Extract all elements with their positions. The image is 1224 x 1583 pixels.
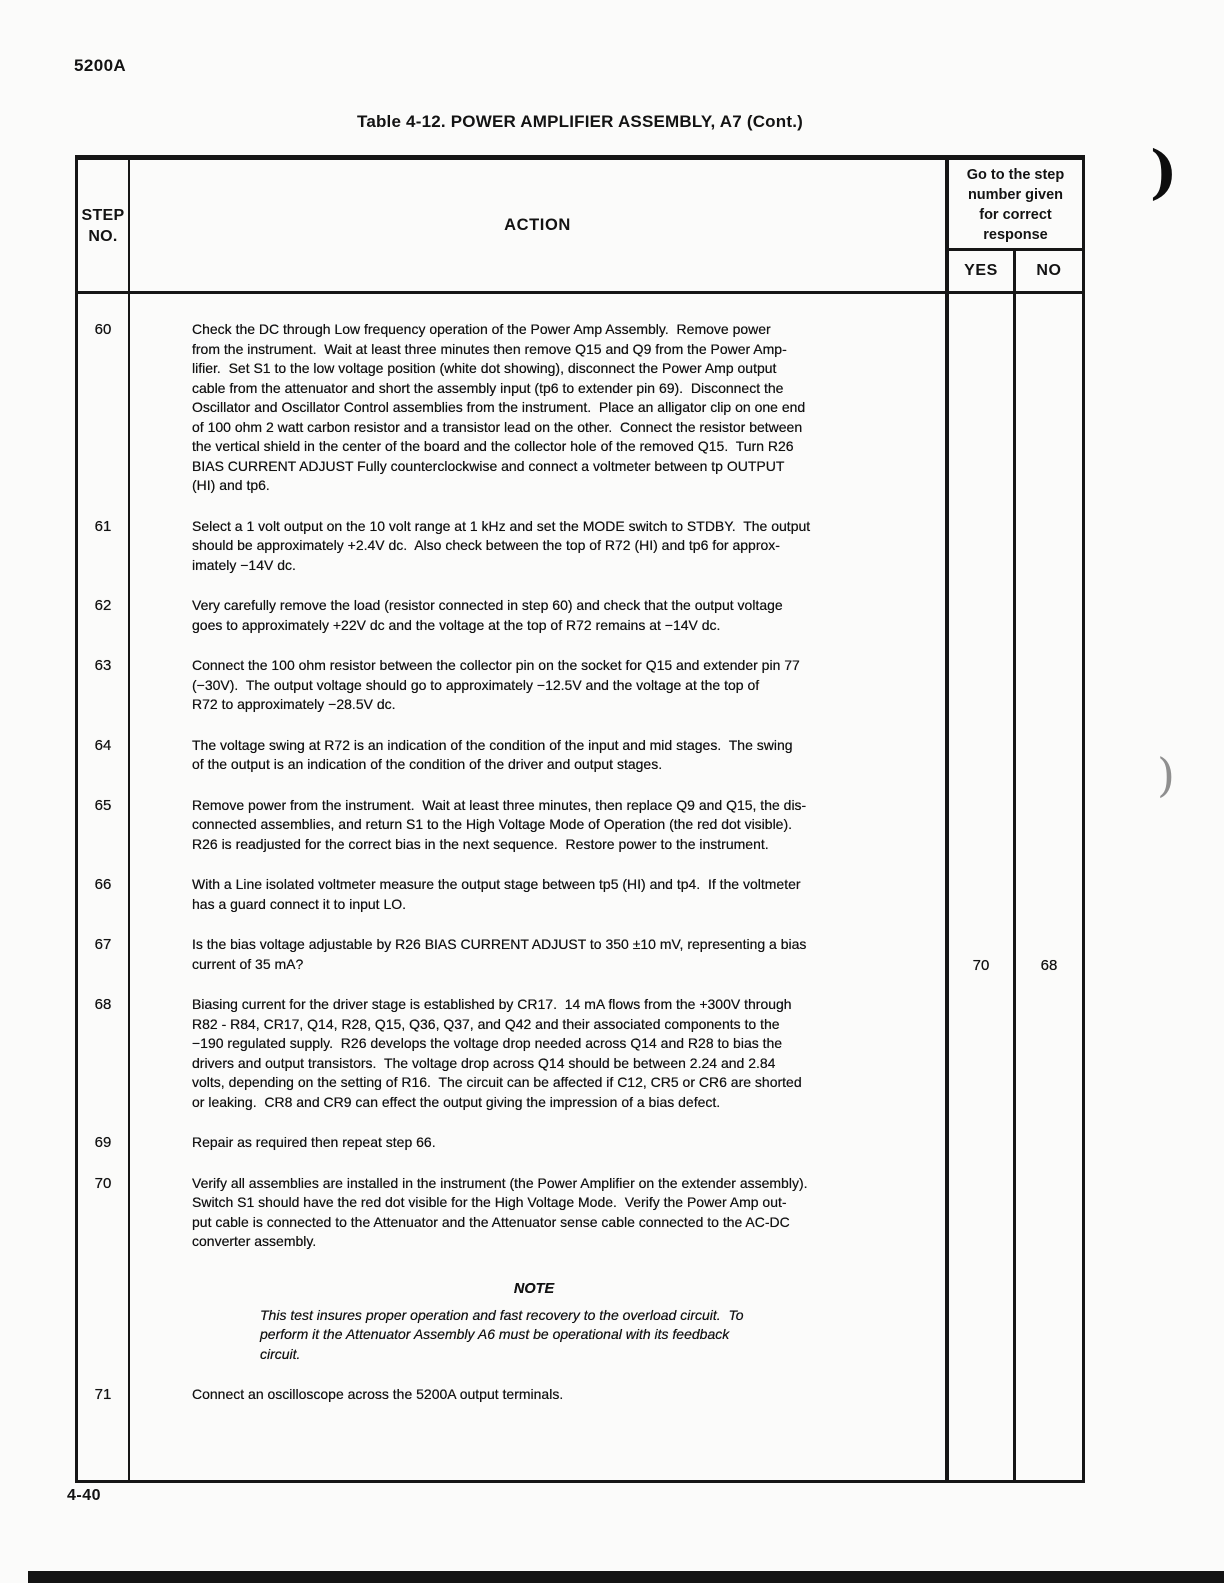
step-row <box>78 320 1082 496</box>
table-body-rows <box>78 294 1082 1405</box>
action-text-line: Verify all assemblies are installed in the instrument (the Power Amplifier on the extender assembly). <box>192 1174 808 1191</box>
step-row <box>78 796 1082 855</box>
action-text-line: current of 35 mA? <box>192 955 304 972</box>
action-text-line: Connect an oscilloscope across the 5200A output terminals. <box>192 1386 564 1402</box>
step-row <box>78 596 1082 635</box>
action-text <box>192 1174 1082 1252</box>
step-row <box>78 995 1082 1112</box>
action-text <box>192 1133 1082 1153</box>
header-action: ACTION <box>504 216 571 234</box>
action-text-line: (HI) and tp6. <box>192 477 270 493</box>
note-text-line: perform it the Attenuator Assembly A6 must be operational with its feedback <box>260 1326 730 1342</box>
action-text-line: has a guard connect it to input LO. <box>192 895 407 912</box>
step-number: 69 <box>94 1134 112 1151</box>
procedure-table <box>75 155 1085 1483</box>
action-text-line: cable from the attenuator and short the assembly input (tp6 to extender pin 69). Disconnect the <box>192 379 784 396</box>
action-text-line: lifier. Set S1 to the low voltage position (white dot showing), disconnect the Power Amp output <box>192 360 777 376</box>
action-text-line: connected assemblies, and return S1 to the High Voltage Mode of Operation (the red dot visible). <box>192 816 793 832</box>
margin-mark-top: ) <box>1150 138 1178 206</box>
step-row <box>78 1385 1082 1405</box>
header-step-no <box>78 160 130 291</box>
action-text-line: (−30V). The output voltage should go to approximately −12.5V and the voltage at the top of <box>192 676 760 693</box>
header-yesno-row <box>949 251 1082 291</box>
goto-caption-line: number given <box>967 187 1064 203</box>
action-text-line: R82 - R84, CR17, Q14, R28, Q15, Q36, Q37, and Q42 and their associated components to the <box>192 1015 780 1032</box>
step-number: 61 <box>94 517 112 535</box>
action-text <box>192 656 1082 715</box>
header-step-line1: STEP <box>81 206 125 224</box>
action-text-line: R72 to approximately −28.5V dc. <box>192 696 396 712</box>
step-number: 65 <box>94 796 112 814</box>
action-text-line: Check the DC through Low frequency operation of the Power Amp Assembly. Remove power <box>192 321 771 337</box>
action-text-line: Remove power from the instrument. Wait at least three minutes, then replace Q9 and Q15, the dis- <box>192 796 807 813</box>
header-goto-caption <box>949 160 1082 251</box>
action-text <box>192 517 1082 576</box>
step-number: 68 <box>94 996 112 1013</box>
action-text-line: Is the bias voltage adjustable by R26 BIAS CURRENT ADJUST to 350 ±10 mV, representing a bias <box>192 936 807 952</box>
action-text <box>192 596 1082 635</box>
action-text-line: goes to approximately +22V dc and the voltage at the top of R72 remains at −14V dc. <box>192 616 721 633</box>
table-title: Table 4-12. POWER AMPLIFIER ASSEMBLY, A7 (Cont.) <box>357 112 803 131</box>
action-text <box>192 796 1082 855</box>
action-text-line: from the instrument. Wait at least three minutes then remove Q15 and Q9 from the Power Amp- <box>192 340 787 357</box>
step-row <box>78 1133 1082 1153</box>
page-number: 4-40 <box>67 1487 102 1504</box>
action-text-line: Very carefully remove the load (resistor connected in step 60) and check that the output voltage <box>192 597 783 613</box>
step-number: 62 <box>94 597 112 614</box>
step-row <box>78 875 1082 914</box>
action-text-line: R26 is readjusted for the correct bias in the next sequence. Restore power to the instrument. <box>192 835 769 852</box>
step-row <box>78 736 1082 775</box>
action-text-line: or leaking. CR8 and CR9 can effect the output giving the impression of a bias defect. <box>192 1093 721 1110</box>
header-yes-label: YES <box>949 251 1016 291</box>
action-text <box>192 1385 1082 1405</box>
action-text-line: Switch S1 should have the red dot visible for the High Voltage Mode. Verify the Power Amp out- <box>192 1194 787 1210</box>
step-number: 60 <box>94 321 112 338</box>
goto-yes-value: 70 <box>972 957 990 974</box>
step-number: 71 <box>94 1386 112 1403</box>
action-text <box>192 995 1082 1112</box>
goto-caption-line: response <box>983 227 1048 243</box>
table-header <box>78 160 1082 294</box>
header-goto-response <box>945 160 1082 291</box>
step-number: 63 <box>94 657 112 674</box>
action-text-line: Repair as required then repeat step 66. <box>192 1134 436 1150</box>
scan-edge-bar <box>28 1571 1224 1583</box>
goto-caption-line: for correct <box>979 207 1052 223</box>
action-text-line: Connect the 100 ohm resistor between the collector pin on the socket for Q15 and extender pin 77 <box>192 657 800 673</box>
action-text-line: Biasing current for the driver stage is established by CR17. 14 mA flows from the +300V through <box>192 996 792 1012</box>
action-text-line: put cable is connected to the Attenuator and the Attenuator sense cable connected to the AC-DC <box>192 1213 790 1230</box>
action-text-line: BIAS CURRENT ADJUST Fully counterclockwise and connect a voltmeter between tp OUTPUT <box>192 457 785 474</box>
action-text-line: should be approximately +2.4V dc. Also check between the top of R72 (HI) and tp6 for approx- <box>192 537 780 553</box>
action-text-line: The voltage swing at R72 is an indication of the condition of the input and mid stages. The swing <box>192 736 793 753</box>
action-text-line: converter assembly. <box>192 1233 317 1249</box>
action-text-line: of 100 ohm 2 watt carbon resistor and a transistor lead on the other. Connect the resistor between <box>192 418 803 435</box>
step-row <box>78 1174 1082 1252</box>
step-number: 66 <box>94 876 112 893</box>
action-text-line: Select a 1 volt output on the 10 volt range at 1 kHz and set the MODE switch to STDBY. The output <box>192 517 811 534</box>
action-text-line: the vertical shield in the center of the board and the collector hole of the removed Q15. Turn R26 <box>192 438 794 454</box>
step-row <box>78 935 1082 974</box>
step-number: 70 <box>94 1174 112 1192</box>
header-no-label: NO <box>1036 262 1062 279</box>
header-step-line2: NO. <box>88 227 118 245</box>
action-text <box>192 875 1082 914</box>
action-text <box>192 320 1082 496</box>
note-text-line: This test insures proper operation and fast recovery to the overload circuit. To <box>260 1306 744 1323</box>
model-number: 5200A <box>74 56 127 75</box>
goto-no-value: 68 <box>1040 957 1058 974</box>
step-number: 67 <box>94 936 112 953</box>
step-row <box>78 656 1082 715</box>
note-heading: NOTE <box>513 1280 555 1297</box>
margin-mark-middle: ) <box>1157 748 1175 802</box>
action-text-line: of the output is an indication of the condition of the driver and output stages. <box>192 756 663 772</box>
action-text-line: imately −14V dc. <box>192 556 296 573</box>
note-block <box>78 1281 1082 1365</box>
goto-caption-line: Go to the step <box>966 167 1065 183</box>
step-number: 64 <box>94 736 112 754</box>
action-text-line: drivers and output transistors. The voltage drop across Q14 should be between 2.24 and 2.84 <box>192 1054 776 1071</box>
note-text-line: circuit. <box>260 1345 301 1362</box>
action-text-line: With a Line isolated voltmeter measure the output stage between tp5 (HI) and tp4. If the voltmeter <box>192 876 801 892</box>
action-text-line: Oscillator and Oscillator Control assemblies from the instrument. Place an alligator clip on one end <box>192 399 806 415</box>
action-text-line: volts, depending on the setting of R16. The circuit can be affected if C12, CR5 or CR6 are shorted <box>192 1074 802 1090</box>
action-text-line: −190 regulated supply. R26 develops the voltage drop needed across Q14 and R28 to bias the <box>192 1035 783 1051</box>
action-text <box>192 736 1082 775</box>
table-body <box>78 294 1082 1480</box>
step-row <box>78 517 1082 576</box>
